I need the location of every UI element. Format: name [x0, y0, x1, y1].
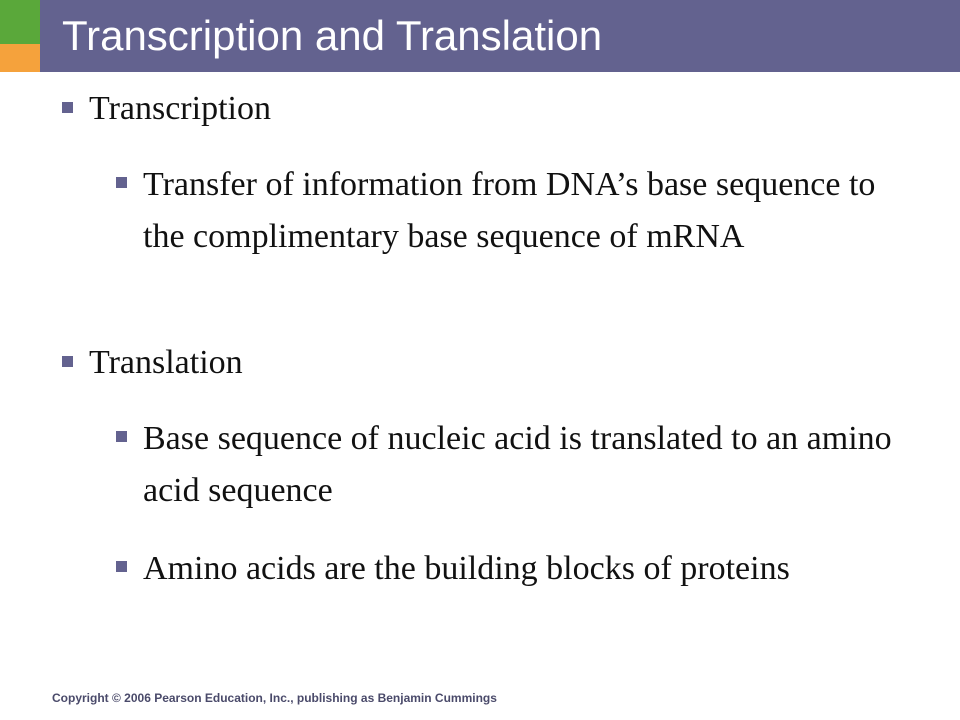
square-bullet-icon — [116, 561, 127, 572]
sub-bullet-transfer-info — [116, 159, 906, 263]
bullet-label: Transcription — [89, 90, 271, 127]
square-bullet-icon — [62, 102, 73, 113]
square-bullet-icon — [62, 356, 73, 367]
bullet-transcription — [62, 89, 271, 129]
square-bullet-icon — [116, 177, 127, 188]
slide-title: Transcription and Translation — [62, 12, 603, 59]
sub-bullet-text: Amino acids are the building blocks of proteins — [143, 550, 790, 587]
bullet-translation — [62, 343, 243, 383]
sub-bullet-base-sequence — [116, 413, 906, 517]
sub-bullet-text: Base sequence of nucleic acid is translated to an amino acid sequence — [143, 420, 892, 509]
bullet-label: Translation — [89, 344, 243, 381]
sub-bullet-amino-acids — [116, 543, 906, 595]
sub-bullet-text: Transfer of information from DNA’s base sequence to the complimentary base sequence of mRNA — [143, 166, 876, 255]
square-bullet-icon — [116, 431, 127, 442]
copyright-footer: Copyright © 2006 Pearson Education, Inc., publishing as Benjamin Cummings — [52, 691, 497, 705]
